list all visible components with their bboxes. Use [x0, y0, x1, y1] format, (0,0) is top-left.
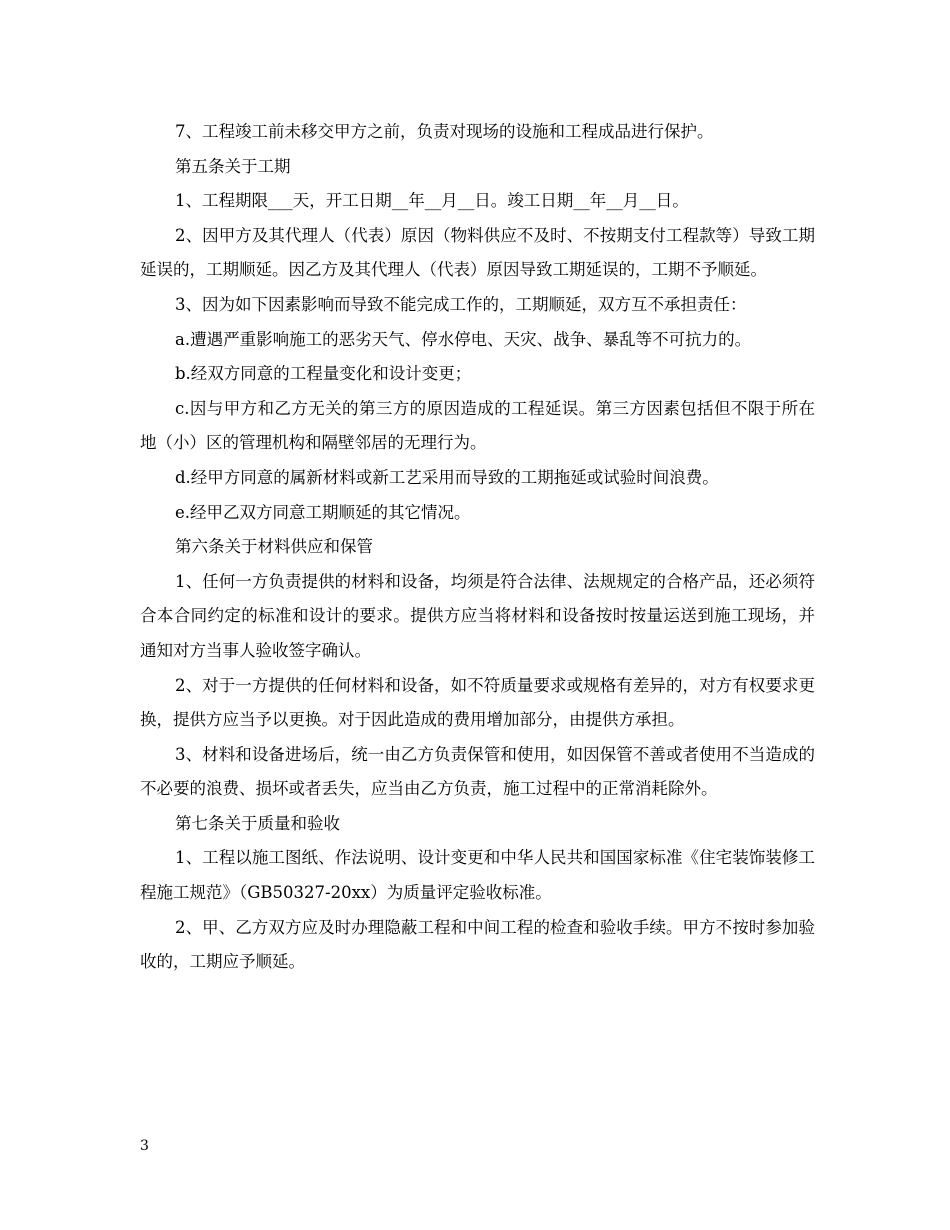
article-5-item-3c: c.因与甲方和乙方无关的第三方的原因造成的工程延误。第三方因素包括但不限于所在地（小）区的管理机构和隔壁邻居的无理行为。: [140, 398, 815, 453]
page-number: 3: [140, 1138, 149, 1154]
article-7-item-1: 1、工程以施工图纸、作法说明、设计变更和中华人民共和国国家标准《住宅装饰装修工程施工规范》（GB50327-20xx）为质量评定验收标准。: [140, 848, 815, 903]
article-5-item-1: 1、工程期限___天，开工日期__年__月__日。竣工日期__年__月__日。: [175, 191, 689, 211]
article-7-item-2: 2、甲、乙方双方应及时办理隐蔽工程和中间工程的检查和验收手续。甲方不按时参加验收的，工期应予顺延。: [140, 917, 815, 972]
contract-body: [140, 115, 815, 980]
clause-4-item-7: 7、工程竣工前未移交甲方之前，负责对现场的设施和工程成品进行保护。: [175, 122, 714, 141]
article-6-item-3: 3、材料和设备进场后，统一由乙方负责保管和使用，如因保管不善或者使用不当造成的不必要的浪费、损坏或者丢失，应当由乙方负责，施工过程中的正常消耗除外。: [140, 744, 815, 799]
article-7-heading: 第七条关于质量和验收: [175, 813, 340, 833]
article-5-item-3: 3、因为如下因素影响而导致不能完成工作的，工期顺延，双方互不承担责任：: [175, 294, 747, 314]
article-6-heading: 第六条关于材料供应和保管: [175, 537, 373, 557]
article-5-item-2: 2、因甲方及其代理人（代表）原因（物料供应不及时、不按期支付工程款等）导致工期延误的，工期顺延。因乙方及其代理人（代表）原因导致工期延误的，工期不予顺延。: [140, 225, 815, 280]
article-5-heading: 第五条关于工期: [175, 156, 291, 176]
article-6-item-1: 1、任何一方负责提供的材料和设备，均须是符合法律、法规规定的合格产品，还必须符合本合同约定的标准和设计的要求。提供方应当将材料和设备按时按量运送到施工现场，并通知对方当事人验收签字确认。: [140, 571, 815, 660]
article-5-item-3b: b.经双方同意的工程量变化和设计变更；: [175, 364, 472, 384]
article-6-item-2: 2、对于一方提供的任何材料和设备，如不符质量要求或规格有差异的，对方有权要求更换，提供方应当予以更换。对于因此造成的费用增加部分，由提供方承担。: [140, 675, 815, 730]
article-5-item-3e: e.经甲乙双方同意工期顺延的其它情况。: [175, 502, 471, 522]
article-5-item-3d: d.经甲方同意的属新材料或新工艺采用而导致的工期拖延或试验时间浪费。: [175, 467, 719, 487]
article-5-item-3a: a.遭遇严重影响施工的恶劣天气、停水停电、天灾、战争、暴乱等不可抗力的。: [175, 329, 752, 349]
